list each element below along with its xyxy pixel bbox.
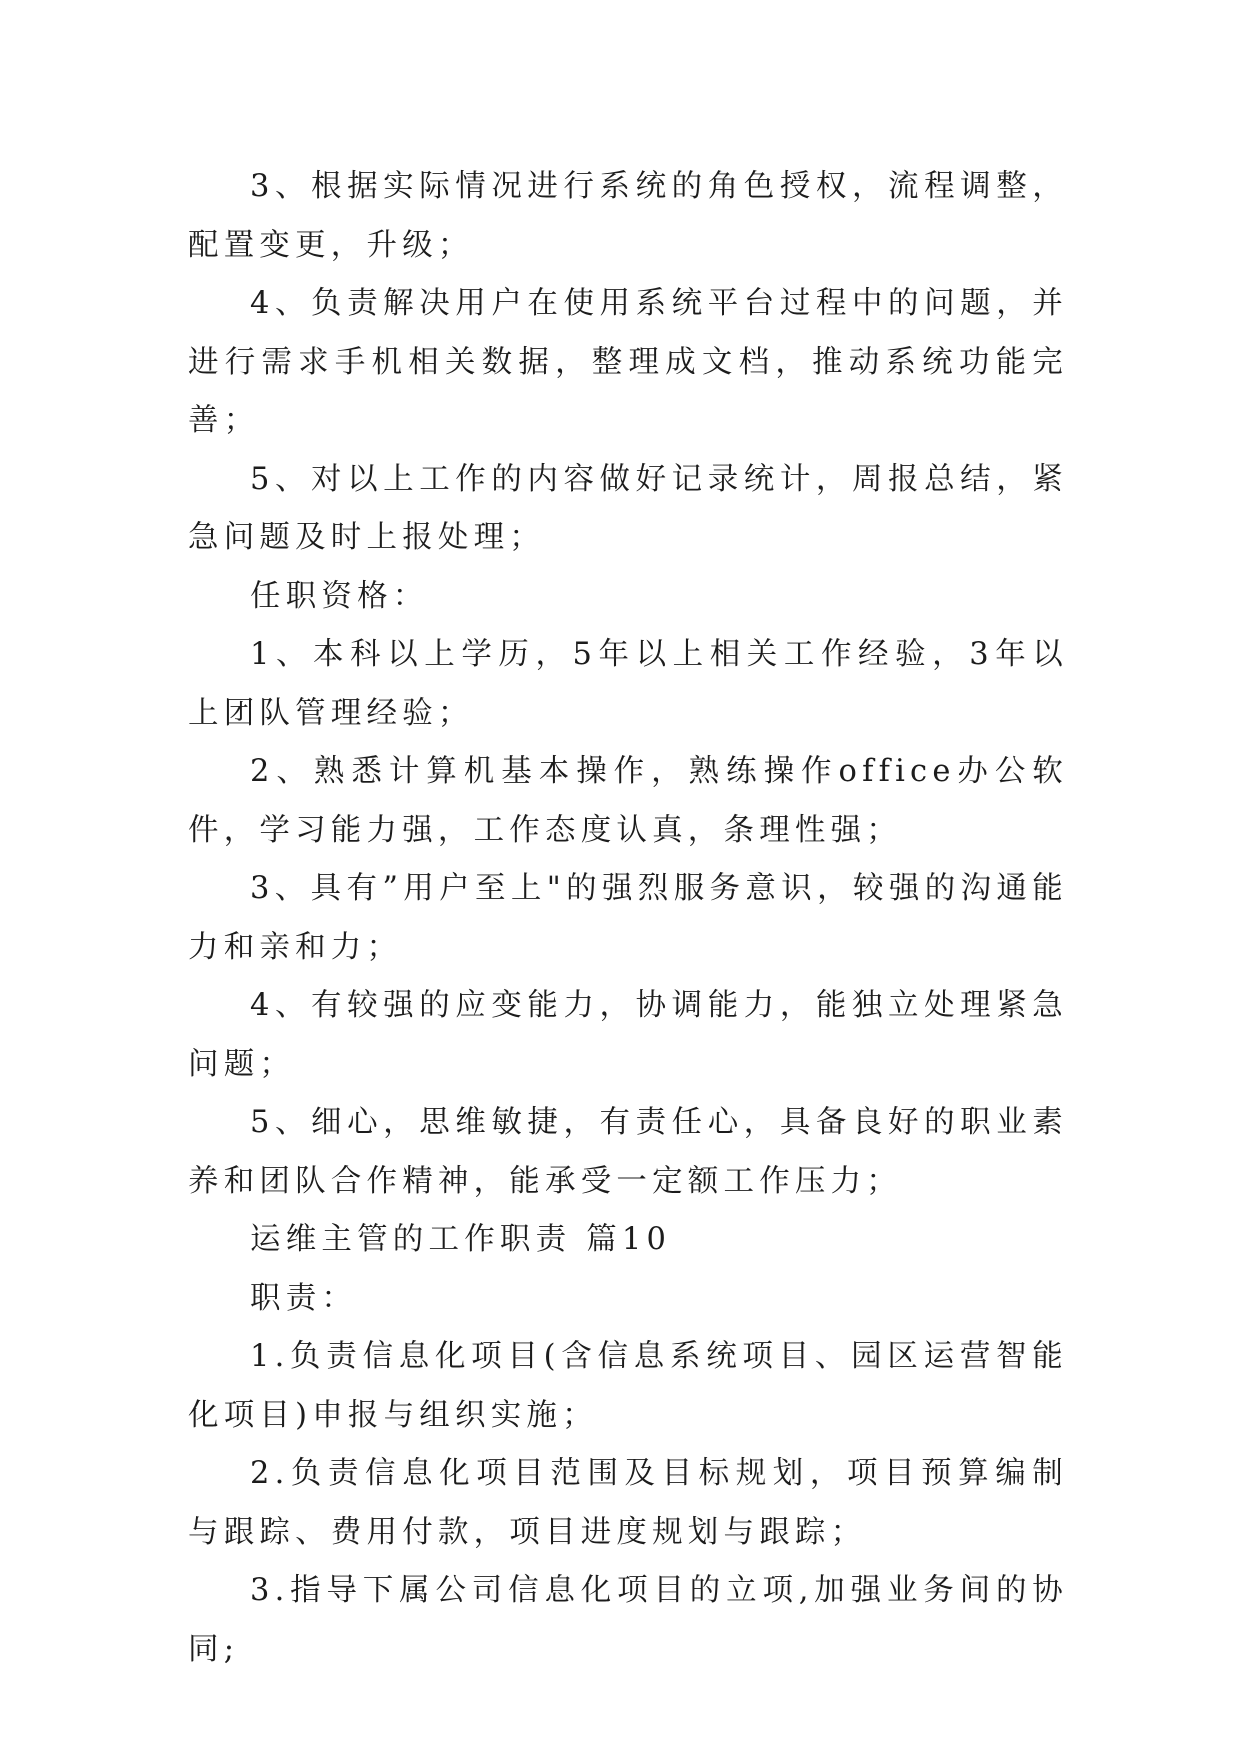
qualification-item-2: 2、熟悉计算机基本操作，熟练操作office办公软件，学习能力强，工作态度认真，条理性强； <box>188 754 1068 848</box>
duty-item-5: 5、对以上工作的内容做好记录统计，周报总结，紧急问题及时上报处理； <box>188 461 1068 555</box>
qualifications-heading: 任职资格： <box>250 578 429 614</box>
duty-item-3b: 3.指导下属公司信息化项目的立项,加强业务间的协同; <box>188 1573 1068 1667</box>
duties-heading: 职责： <box>250 1280 358 1316</box>
duty-item-2: 2.负责信息化项目范围及目标规划，项目预算编制与跟踪、费用付款，项目进度规划与跟踪； <box>188 1456 1068 1550</box>
document-body <box>188 158 1068 1679</box>
qualification-item-1: 1、本科以上学历，5年以上相关工作经验，3年以上团队管理经验； <box>188 637 1068 731</box>
duty-item-4: 4、负责解决用户在使用系统平台过程中的问题，并进行需求手机相关数据，整理成文档，推动系统功能完善； <box>188 286 1068 438</box>
duty-item-3: 3、根据实际情况进行系统的角色授权，流程调整，配置变更，升级； <box>188 169 1068 263</box>
qualification-item-5: 5、细心，思维敏捷，有责任心，具备良好的职业素养和团队合作精神，能承受一定额工作压力； <box>188 1105 1068 1199</box>
section-title: 运维主管的工作职责 篇10 <box>250 1222 672 1257</box>
duty-item-1: 1.负责信息化项目(含信息系统项目、园区运营智能化项目)申报与组织实施； <box>188 1339 1068 1433</box>
qualification-item-3: 3、具有”用户至上"的强烈服务意识，较强的沟通能力和亲和力； <box>188 871 1068 965</box>
qualification-item-4: 4、有较强的应变能力，协调能力，能独立处理紧急问题； <box>188 988 1068 1082</box>
